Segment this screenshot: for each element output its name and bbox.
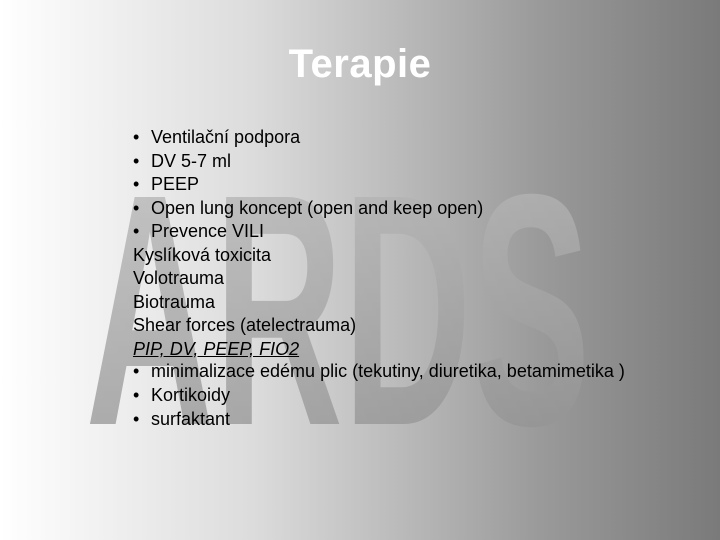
list-item: • DV 5-7 ml: [133, 150, 693, 174]
list-item: • Ventilační podpora: [133, 126, 693, 150]
list-item: • Open lung koncept (open and keep open): [133, 197, 693, 221]
slide-content: [133, 126, 693, 431]
list-item: Biotrauma: [133, 291, 216, 312]
list-item: • PEEP: [133, 173, 693, 197]
list-item-emphasis: PIP, DV, PEEP, FIO2: [133, 338, 300, 359]
list-item: • surfaktant: [133, 408, 693, 432]
list-item: Volotrauma: [133, 268, 225, 288]
list-item: • minimalizace edému plic (tekutiny, diuretika, betamimetika ): [133, 361, 681, 381]
watermark-text: ARDS: [85, 125, 591, 438]
list-item: • Kortikoidy: [133, 384, 693, 408]
list-item: Shear forces (atelectrauma): [133, 315, 357, 335]
list-item: • Prevence VILI: [133, 220, 693, 244]
slide-title: Terapie: [288, 42, 432, 86]
list-item: Kyslíková toxicita: [133, 244, 272, 265]
